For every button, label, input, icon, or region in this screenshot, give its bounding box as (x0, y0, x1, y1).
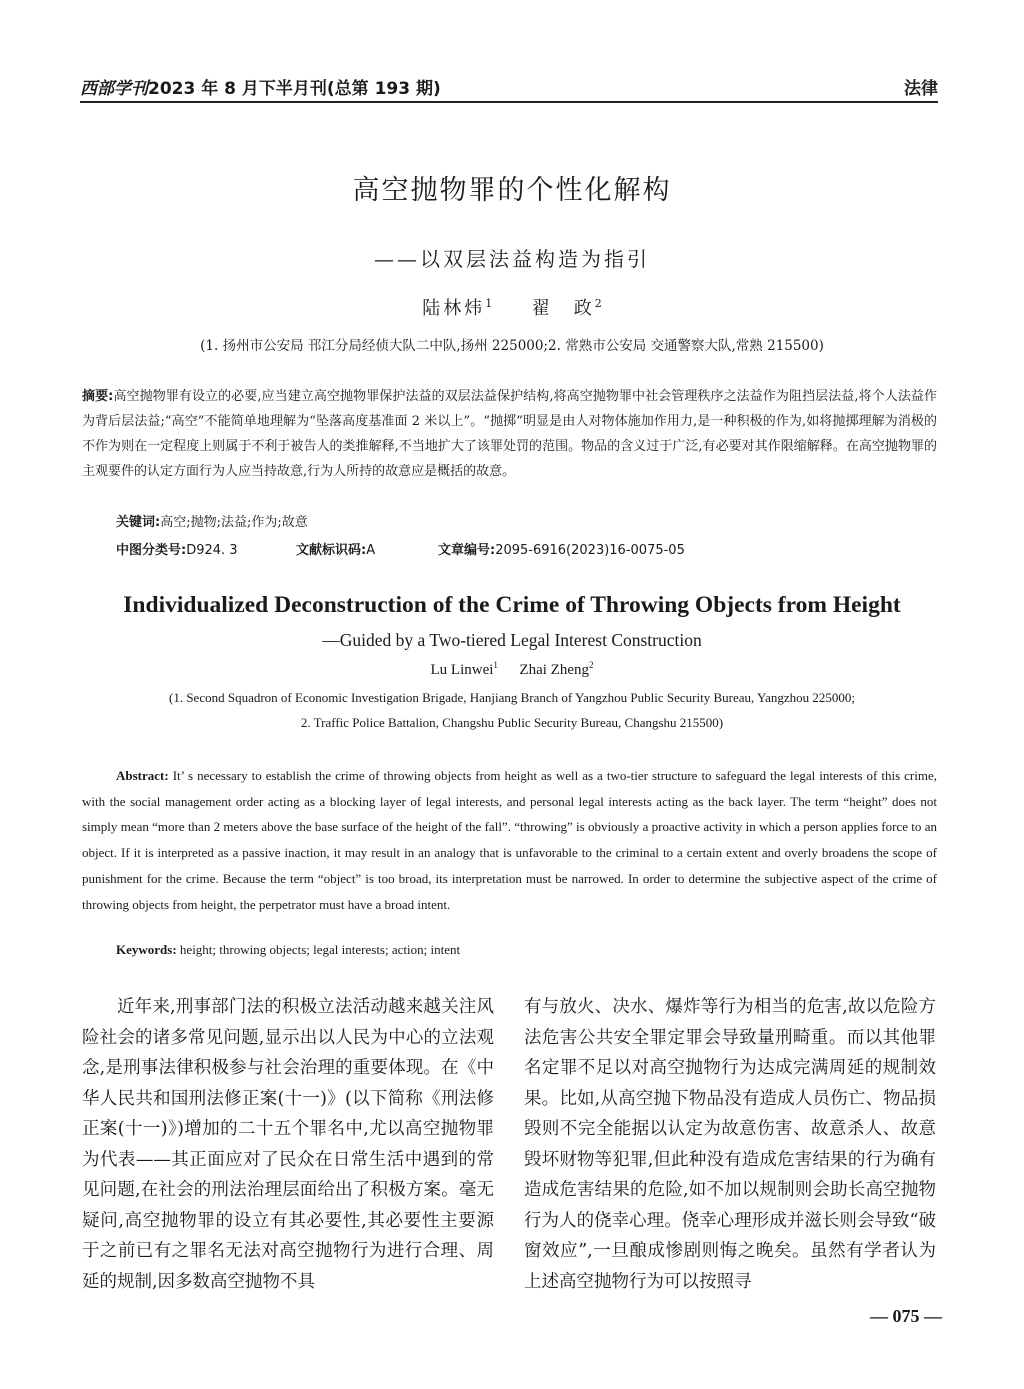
author-affiliation-mark: 1 (493, 660, 498, 670)
journal-logo: 西部学刊 (80, 79, 148, 99)
author-name: Zhai Zheng (519, 662, 589, 678)
english-affiliation-line-1: (1. Second Squadron of Economic Investigation Brigade, Hanjiang Branch of Yangzhou Public Security Bureau, Yangzhou 225000; (169, 690, 855, 705)
body-column-left: 近年来,刑事部门法的积极立法活动越来越关注风险社会的诸多常见问题,显示出以人民为中心的立法观念,是刑事法律积极参与社会治理的重要体现。在《中华人民共和国刑法修正案(十一)》(以下简称《刑法修正案(十一)》)增加的二十五个罪名中,尤以高空抛物罪为代表——其正面应对了民众在日常生活中遇到的常见问题,在社会的刑法治理层面给出了积极方案。毫无疑问,高空抛物罪的设立有其必要性,其必要性主要源于之前已有之罪名无法对高空抛物行为进行合理、周延的规制,因多数高空抛物不具 (82, 997, 494, 1292)
author-affiliation-mark: 2 (594, 297, 602, 310)
english-affiliation-line-2: 2. Traffic Police Battalion, Changshu Public Security Bureau, Changshu 215500) (300, 715, 724, 730)
document-code: 文献标识码:A (296, 543, 376, 558)
english-subtitle: —Guided by a Two-tiered Legal Interest Construction (322, 630, 702, 650)
author-affiliation-mark: 1 (485, 297, 493, 310)
abstract-text: It’ s necessary to establish the crime of throwing objects from height as well as a two-tier structure to safeguard the legal interests of this crime, with the social management order acting as a blocking layer of legal interests, and personal legal interests acting as the back layer. The term “height” does not simply mean “more than 2 meters above the base surface of the height of the fall”. “throwing” is obviously a proactive activity in which a person applies force to an object. If it is interpreted as a passive inaction, it may result in an analogy that is unfavorable to the criminal to a certain extent and overly broadens the scope of punishment for the crime. Because the term “object” is too broad, its interpretation must be narrowed. In order to determine the subjective aspect of the crime of throwing objects from height, the perpetrator must have a broad intent. (82, 768, 937, 912)
page-number: — 075 — (870, 1306, 942, 1326)
section-label: 法律 (904, 79, 938, 99)
article-number: 文章编号:2095-6916(2023)16-0075-05 (438, 543, 685, 558)
english-title: Individualized Deconstruction of the Crime of Throwing Objects from Height (123, 592, 901, 618)
author-name: 陆林炜 (422, 298, 486, 319)
english-keywords (116, 942, 460, 958)
author-affiliation-mark: 2 (588, 660, 594, 670)
author-name: 翟 政 (531, 298, 595, 319)
chinese-title: 高空抛物罪的个性化解构 (352, 175, 672, 206)
keywords-text: height; throwing objects; legal interests; action; intent (179, 942, 461, 957)
abstract-text: 高空抛物罪有设立的必要,应当建立高空抛物罪保护法益的双层法益保护结构,将高空抛物罪中社会管理秩序之法益作为阻挡层法益,将个人法益作为背后层法益;“高空”不能简单地理解为“坠落高度基准面 2 米以上”。“抛掷”明显是由人对物体施加作用力,是一种积极的作为,如将抛掷理解为消极的不作为则在一定程度上则属于不利于被告人的类推解释,不当地扩大了该罪处罚的范围。物品的含义过于广泛,有必要对其作限缩解释。在高空抛物罪的主观要件的认定方面行为人应当持故意,行为人所持的故意应是概括的故意。 (82, 389, 938, 479)
clc-number: 中图分类号:D924. 3 (116, 543, 238, 558)
chinese-authors (0, 294, 1024, 320)
issue-text: 2023 年 8 月下半月刊(总第 193 期) (148, 79, 441, 99)
abstract-label: 摘要: (82, 389, 114, 404)
keywords-label: 关键词: (116, 515, 161, 530)
keywords-text: 高空;抛物;法益;作为;故意 (160, 515, 308, 530)
chinese-affiliation: (1. 扬州市公安局 邗江分局经侦大队二中队,扬州 225000;2. 常熟市公安局 交通警察大队,常熟 215500) (200, 338, 824, 354)
author-name: Lu Linwei (430, 662, 494, 678)
header-divider (80, 101, 938, 103)
chinese-abstract (82, 384, 937, 484)
english-abstract (82, 763, 937, 917)
running-header (80, 70, 938, 100)
body-column-right: 有与放火、决水、爆炸等行为相当的危害,故以危险方法危害公共安全罪定罪会导致量刑畸重。而以其他罪名定罪不足以对高空抛物行为达成完满周延的规制效果。比如,从高空抛下物品没有造成人员伤亡、物品损毁则不完全能据以认定为故意伤害、故意杀人、故意毁坏财物等犯罪,但此种没有造成危害结果的行为确有造成危害结果的危险,如不加以规制则会助长高空抛物行为人的侥幸心理。侥幸心理形成并滋长则会导致“破窗效应”,一旦酿成惨剧则悔之晚矣。虽然有学者认为上述高空抛物行为可以按照寻 (524, 997, 936, 1292)
english-authors (0, 660, 1024, 679)
chinese-subtitle: ——以双层法益构造为指引 (374, 247, 650, 271)
journal-issue (80, 74, 441, 99)
chinese-keywords (116, 511, 308, 530)
abstract-label: Abstract: (116, 768, 169, 783)
keywords-label: Keywords: (116, 942, 177, 957)
